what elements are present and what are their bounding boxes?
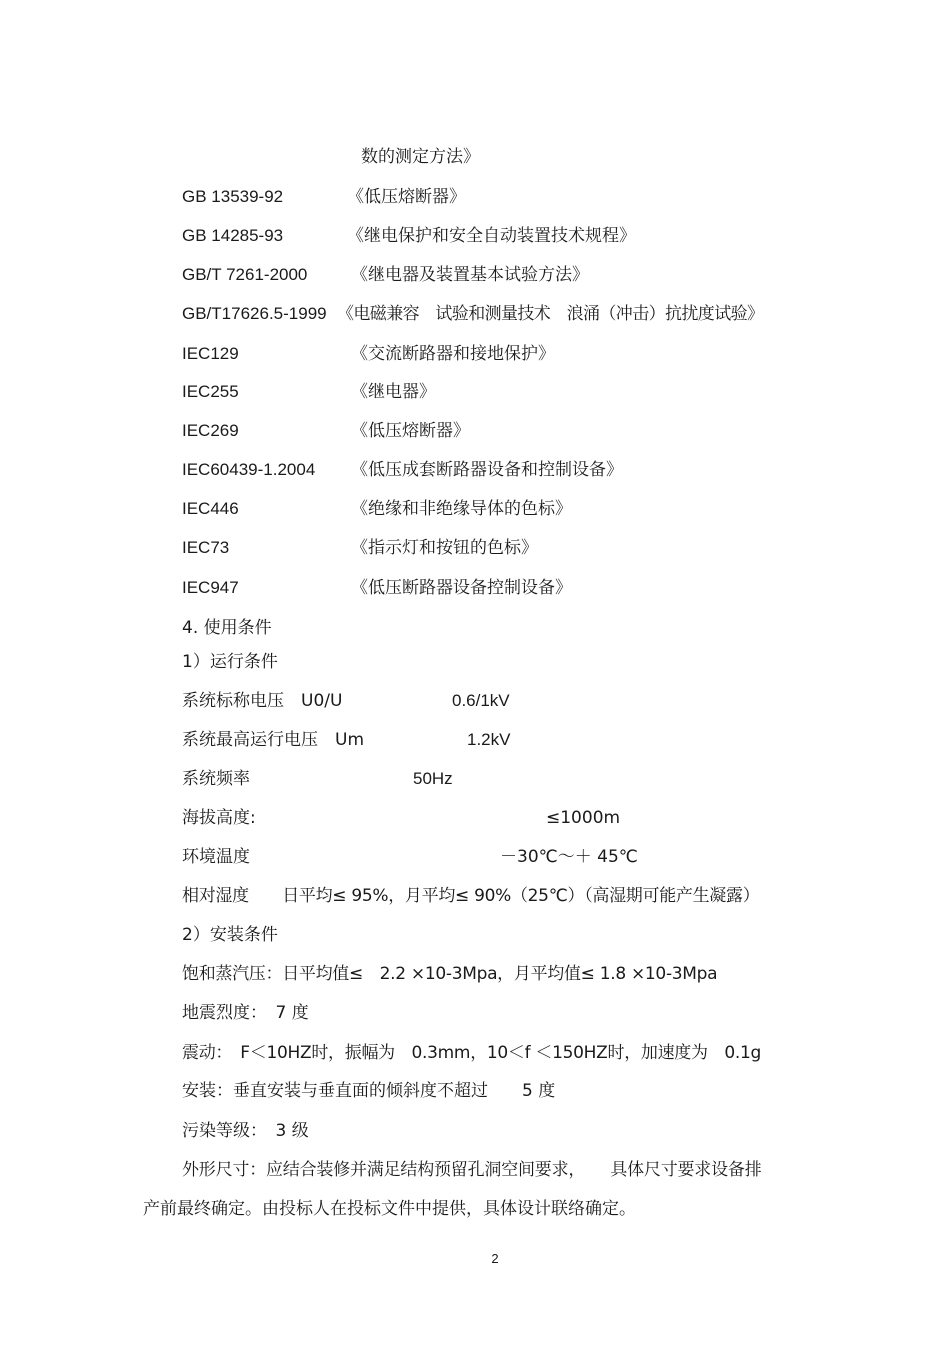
standard-title: 《继电器》 (351, 382, 436, 402)
standard-title: 《绝缘和非绝缘导体的色标》 (351, 499, 572, 519)
condition-value: 0.6/1kV (452, 691, 510, 710)
condition-label: 系统标称电压 U0/U (182, 691, 343, 711)
condition-value: ≤1000m (546, 808, 621, 828)
dimensions-line: 产前最终确定。由投标人在投标文件中提供，具体设计联络确定。 (143, 1199, 636, 1219)
subsection-heading: 1）运行条件 (182, 652, 278, 672)
standard-code: GB/T17626.5-1999 (182, 304, 327, 323)
dimensions-line: 外形尺寸：应结合装修并满足结构预留孔洞空间要求， 具体尺寸要求设备排 (182, 1160, 762, 1180)
standard-title: 《交流断路器和接地保护》 (351, 344, 555, 364)
standard-code: IEC255 (182, 382, 239, 401)
condition-label: 系统最高运行电压 Um (182, 730, 365, 750)
standard-code: IEC446 (182, 499, 239, 518)
humidity-line: 相对湿度 日平均≤ 95%，月平均≤ 90%（25℃）（高湿期可能产生凝露） (182, 886, 760, 906)
standard-code: IEC60439-1.2004 (182, 460, 316, 479)
install-condition: 地震烈度： 7 度 (182, 1003, 309, 1023)
install-condition: 饱和蒸汽压：日平均值≤ 2.2 ×10-3Mpa，月平均值≤ 1.8 ×10-3Mpa (182, 964, 718, 984)
condition-value: 50Hz (413, 769, 453, 788)
standard-title: 《继电器及装置基本试验方法》 (351, 265, 589, 285)
section-heading: 4. 使用条件 (182, 618, 272, 638)
condition-label: 环境温度 (182, 847, 250, 867)
standard-title: 《低压熔断器》 (351, 421, 470, 441)
standard-title: 《电磁兼容 试验和测量技术 浪涌（冲击）抗扰度试验》 (337, 304, 764, 324)
install-condition: 震动： F＜10HZ时，振幅为 0.3mm，10＜f ＜150HZ时，加速度为 0.1g (182, 1043, 762, 1063)
install-condition: 污染等级： 3 级 (182, 1121, 309, 1141)
standard-code: IEC269 (182, 421, 239, 440)
subsection-heading: 2）安装条件 (182, 925, 278, 945)
standard-code: GB 14285-93 (182, 226, 284, 245)
standard-continuation: 数的测定方法》 (361, 147, 480, 167)
standard-code: GB/T 7261-2000 (182, 265, 308, 284)
standard-title: 《指示灯和按钮的色标》 (351, 538, 538, 558)
condition-value: －30℃～＋ 45℃ (500, 847, 638, 867)
standard-code: IEC73 (182, 538, 230, 557)
standard-code: IEC129 (182, 344, 239, 363)
condition-label: 海拔高度: (182, 808, 256, 828)
standard-title: 《继电保护和安全自动装置技术规程》 (347, 226, 636, 246)
standard-code: GB 13539-92 (182, 187, 284, 206)
standard-title: 《低压断路器设备控制设备》 (351, 578, 572, 598)
condition-label: 系统频率 (182, 769, 250, 789)
page-number: 2 (491, 1251, 499, 1266)
install-condition: 安装：垂直安装与垂直面的倾斜度不超过 5 度 (182, 1081, 556, 1101)
condition-value: 1.2kV (467, 730, 511, 749)
standard-title: 《低压熔断器》 (347, 187, 466, 207)
standard-title: 《低压成套断路器设备和控制设备》 (351, 460, 623, 480)
standard-code: IEC947 (182, 578, 239, 597)
